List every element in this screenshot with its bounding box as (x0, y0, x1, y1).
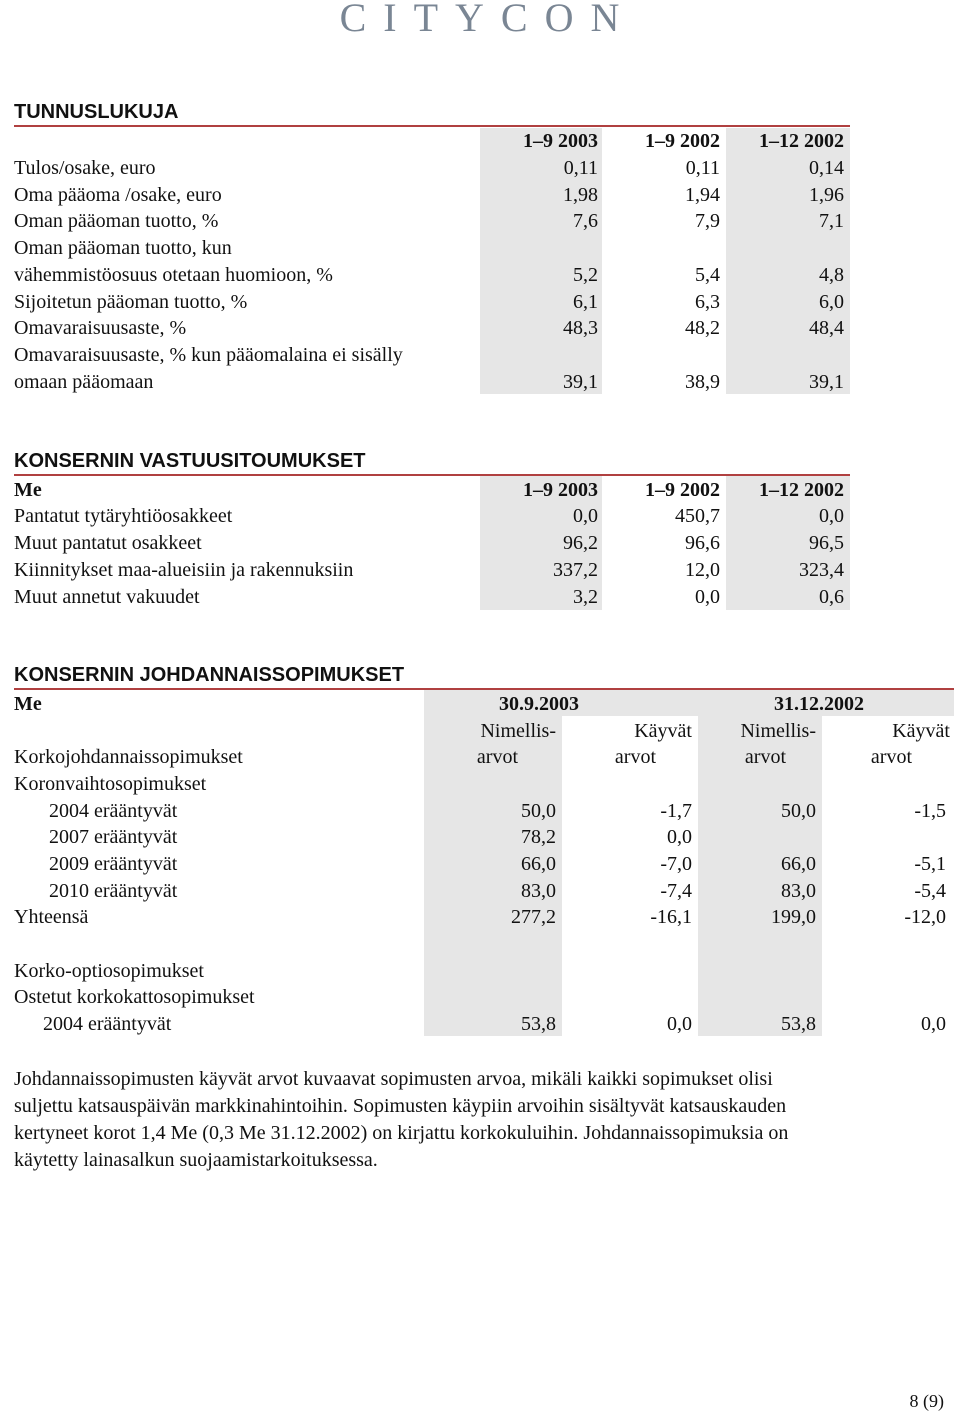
cell-value: 83,0 (521, 880, 556, 902)
table-row (0, 851, 960, 877)
cell-value: 0,14 (809, 157, 844, 179)
cell-value: -1,7 (660, 800, 692, 822)
cell-value: 450,7 (675, 505, 720, 527)
cell-value: -16,1 (650, 906, 692, 928)
row-label: Ostetut korkokattosopimukset (14, 986, 255, 1008)
row-label: Oma pääoma /osake, euro (14, 184, 222, 206)
row-label: Oman pääoman tuotto, % (14, 210, 219, 232)
cell-value: 337,2 (553, 559, 598, 581)
row-label: 2004 erääntyvät (49, 800, 178, 822)
table-row (0, 798, 960, 824)
cell-value: 66,0 (521, 853, 556, 875)
cell-value: 96,5 (809, 532, 844, 554)
section-title-tunnusluvut: TUNNUSLUKUJA (14, 101, 179, 123)
cell-value: 0,0 (695, 586, 720, 608)
column-subheader: arvot (614, 746, 656, 768)
cell-value: 5,2 (573, 264, 598, 286)
unit-label: Me (14, 693, 42, 715)
cell-value: -1,5 (914, 800, 946, 822)
cell-value: 48,4 (809, 317, 844, 339)
cell-value: 53,8 (521, 1013, 556, 1035)
note-line: kertyneet korot 1,4 Me (0,3 Me 31.12.2002) on kirjattu korkokuluihin. Johdannaissopimuksia on (14, 1122, 789, 1144)
table-row (0, 530, 960, 556)
row-label: omaan pääomaan (14, 371, 154, 393)
cell-value: 66,0 (781, 853, 816, 875)
table-row (0, 208, 960, 234)
table-row (0, 1011, 960, 1037)
unit-label: Me (14, 479, 42, 501)
row-label: Tulos/osake, euro (14, 157, 156, 179)
category-label: Korkojohdannaissopimukset (14, 746, 243, 768)
table-row (0, 342, 960, 368)
table-row (0, 824, 960, 850)
cell-value: 48,2 (685, 317, 720, 339)
column-header: 1–9 2003 (523, 479, 598, 501)
note-line: suljettu katsauspäivän markkinahintoihin. Sopimusten käypiin arvoihin sisältyvät katsauskauden (14, 1095, 787, 1117)
table-row (0, 771, 960, 797)
table-row (0, 369, 960, 395)
cell-value: 50,0 (521, 800, 556, 822)
cell-value: 6,0 (819, 291, 844, 313)
table-row (0, 984, 960, 1010)
section-title-johdannaiset: KONSERNIN JOHDANNAISSOPIMUKSET (14, 664, 405, 686)
cell-value: 5,4 (695, 264, 720, 286)
section-title-vastuut: KONSERNIN VASTUUSITOUMUKSET (14, 450, 366, 472)
row-label: Omavaraisuusaste, % (14, 317, 187, 339)
column-subheader: arvot (870, 746, 912, 768)
cell-value: 277,2 (511, 906, 556, 928)
date-header: 30.9.2003 (499, 693, 579, 715)
cell-value: 1,94 (685, 184, 720, 206)
cell-value: 199,0 (771, 906, 816, 928)
table-header-row (0, 477, 960, 503)
table-row (0, 584, 960, 610)
table-subheader-row (0, 744, 960, 770)
column-subheader: Nimellis- (740, 720, 816, 742)
cell-value: 7,1 (819, 210, 844, 232)
column-header: 1–9 2002 (645, 130, 720, 152)
table-row (0, 315, 960, 341)
cell-value: 1,98 (563, 184, 598, 206)
cell-value: 53,8 (781, 1013, 816, 1035)
cell-value: -7,4 (660, 880, 692, 902)
cell-value: 96,6 (685, 532, 720, 554)
table-row-total (0, 904, 960, 930)
cell-value: 7,6 (573, 210, 598, 232)
row-label: Pantatut tytäryhtiöosakkeet (14, 505, 233, 527)
cell-value: 78,2 (521, 826, 556, 848)
column-subheader: Nimellis- (480, 720, 556, 742)
table-row (0, 878, 960, 904)
column-subheader: arvot (476, 746, 518, 768)
row-label: Kiinnitykset maa-alueisiin ja rakennuksiin (14, 559, 354, 581)
section-rule (14, 125, 850, 127)
cell-value: 3,2 (573, 586, 598, 608)
cell-value: -5,4 (914, 880, 946, 902)
cell-value: 39,1 (563, 371, 598, 393)
cell-value: -12,0 (904, 906, 946, 928)
cell-value: 83,0 (781, 880, 816, 902)
table-header-row (0, 128, 960, 154)
column-header: 1–9 2002 (645, 479, 720, 501)
cell-value: 0,0 (667, 826, 692, 848)
row-label: Muut annetut vakuudet (14, 586, 200, 608)
table-row (0, 503, 960, 529)
row-label: Oman pääoman tuotto, kun (14, 237, 232, 259)
cell-value: 50,0 (781, 800, 816, 822)
table-row (0, 155, 960, 181)
cell-value: 0,11 (563, 157, 598, 179)
cell-value: 0,0 (819, 505, 844, 527)
column-subheader: Käyvät (892, 720, 950, 742)
note-paragraph (14, 1066, 954, 1174)
row-label: Yhteensä (14, 906, 89, 928)
cell-value: -5,1 (914, 853, 946, 875)
date-header: 31.12.2002 (774, 693, 864, 715)
row-label: 2004 erääntyvät (43, 1013, 172, 1035)
cell-value: 4,8 (819, 264, 844, 286)
row-label: Korko-optiosopimukset (14, 960, 204, 982)
table-row (0, 235, 960, 261)
cell-value: -7,0 (660, 853, 692, 875)
row-label: vähemmistöosuus otetaan huomioon, % (14, 264, 333, 286)
cell-value: 7,9 (695, 210, 720, 232)
column-header: 1–12 2002 (759, 479, 844, 501)
table-header-row (0, 691, 960, 717)
column-subheader: arvot (744, 746, 786, 768)
cell-value: 0,0 (921, 1013, 946, 1035)
section-rule (14, 474, 850, 476)
cell-value: 0,0 (667, 1013, 692, 1035)
cell-value: 96,2 (563, 532, 598, 554)
row-label: Muut pantatut osakkeet (14, 532, 202, 554)
cell-value: 48,3 (563, 317, 598, 339)
table-row (0, 958, 960, 984)
page-number: 8 (9) (909, 1391, 944, 1411)
row-label: 2010 erääntyvät (49, 880, 178, 902)
note-line: Johdannaissopimusten käyvät arvot kuvaavat sopimusten arvoa, mikäli kaikki sopimukset olisi (14, 1068, 773, 1090)
cell-value: 39,1 (809, 371, 844, 393)
row-label: Omavaraisuusaste, % kun pääomalaina ei sisälly (14, 344, 403, 366)
table-row (0, 182, 960, 208)
column-subheader: Käyvät (634, 720, 692, 742)
cell-value: 6,3 (695, 291, 720, 313)
cell-value: 323,4 (799, 559, 844, 581)
citycon-logo: CITYCON (339, 0, 637, 40)
table-subheader-row (0, 718, 960, 744)
row-label: Koronvaihtosopimukset (14, 773, 207, 795)
cell-value: 0,0 (573, 505, 598, 527)
cell-value: 0,11 (685, 157, 720, 179)
table-row (0, 289, 960, 315)
table-row (0, 262, 960, 288)
cell-value: 6,1 (573, 291, 598, 313)
column-header: 1–9 2003 (523, 130, 598, 152)
cell-value: 38,9 (685, 371, 720, 393)
cell-value: 1,96 (809, 184, 844, 206)
row-label: 2009 erääntyvät (49, 853, 178, 875)
row-label: 2007 erääntyvät (49, 826, 178, 848)
column-header: 1–12 2002 (759, 130, 844, 152)
row-label: Sijoitetun pääoman tuotto, % (14, 291, 248, 313)
cell-value: 12,0 (685, 559, 720, 581)
table-row (0, 557, 960, 583)
note-line: käytetty lainasalkun suojaamistarkoituksessa. (14, 1149, 378, 1171)
cell-value: 0,6 (819, 586, 844, 608)
